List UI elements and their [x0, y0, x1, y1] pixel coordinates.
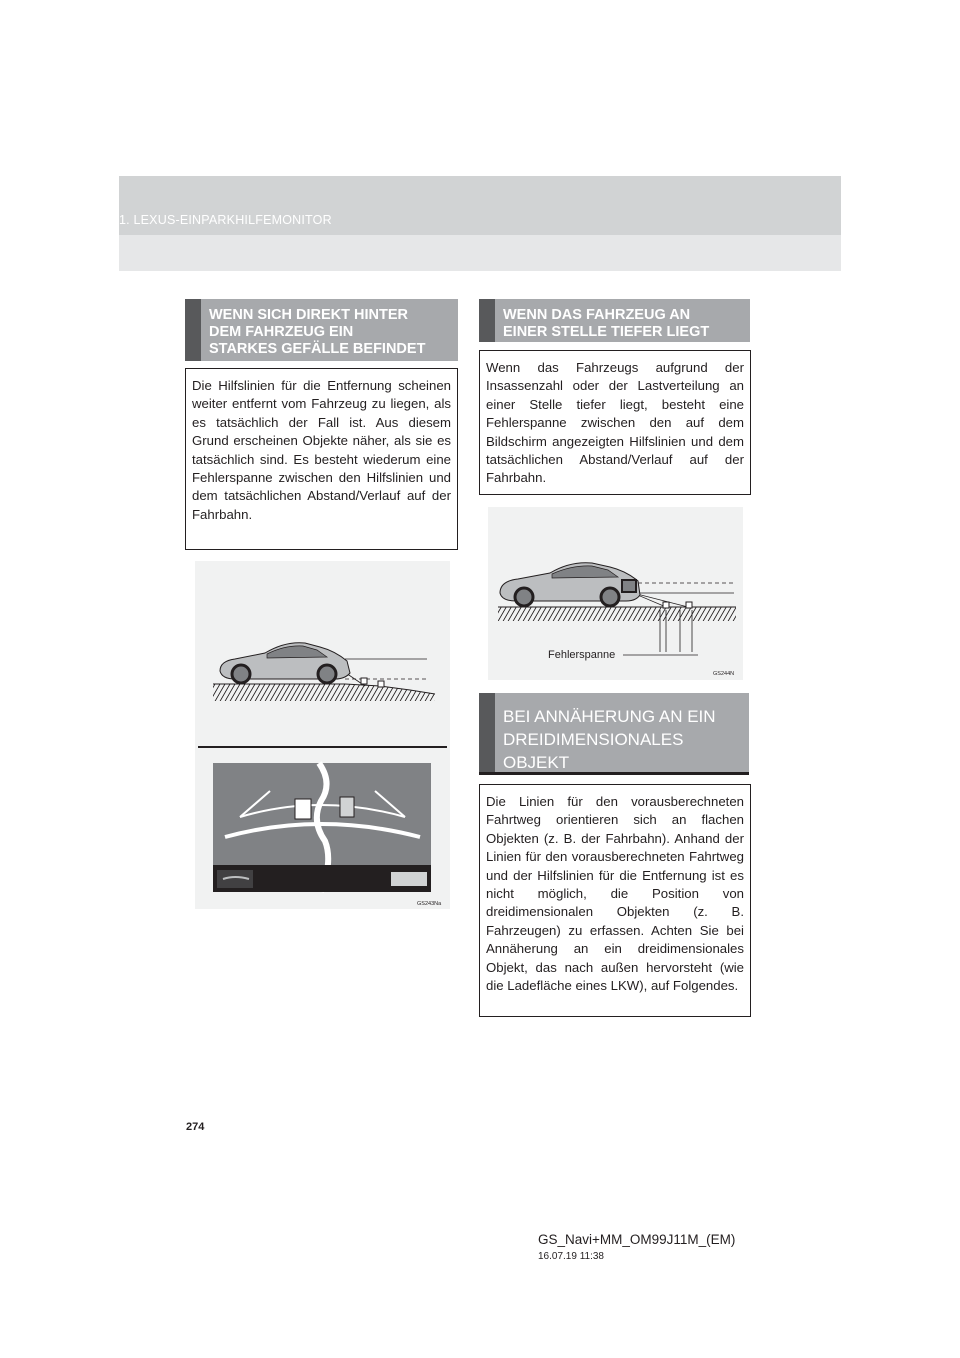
heading-marker — [479, 693, 495, 772]
heading-line: WENN SICH DIREKT HINTER — [209, 307, 408, 323]
heading-line: DEM FAHRZEUG EIN — [209, 324, 354, 340]
heading-line: WENN DAS FAHRZEUG AN — [503, 307, 691, 323]
chapter-title: 1. LEXUS-EINPARKHILFEMONITOR — [119, 213, 332, 227]
heading-line: BEI ANNÄHERUNG AN EIN — [503, 707, 716, 726]
heading-line: EINER STELLE TIEFER LIEGT — [503, 324, 710, 340]
heading-line: STARKES GEFÄLLE BEFINDET — [209, 341, 426, 357]
error-margin-illustration — [488, 507, 743, 680]
figure-code: GS244N — [713, 671, 735, 677]
document-id: GS_Navi+MM_OM99J11M_(EM) — [538, 1232, 736, 1247]
section-heading-vehicle-lower — [479, 299, 750, 342]
document-date: 16.07.19 11:38 — [538, 1251, 604, 1262]
section-rule — [479, 772, 749, 775]
car-shape — [500, 563, 640, 606]
header-band — [119, 176, 841, 271]
text-box-vehicle-lower — [479, 350, 751, 495]
section-heading-3d-object — [479, 693, 749, 772]
body-text: Wenn das Fahrzeugs aufgrund der Insassenzahl oder der Lastverteilung an einer Stelle tiefer liegt, besteht eine Fehlerspanne zwischen den auf dem Bildschirm angezeigten Hilfslinien und dem tatsächlichen Abstand/Verlauf auf der Fahrbahn. — [486, 360, 744, 486]
error-margin-label: Fehlerspanne — [548, 649, 616, 661]
page-number: 274 — [186, 1121, 205, 1133]
body-text: Die Hilfslinien für die Entfernung scheinen weiter entfernt vom Fahrzeug zu liegen, als es tatsächlich der Fall ist. Aus diesem Grund erscheinen Objekte näher, als sie es tatsächlich sind. Es besteht wiederum eine Fehlerspanne zwischen den Hilfslinien und dem tatsächlichen Abstand/Verlauf auf der Fahrbahn. — [192, 378, 451, 522]
ground-hatch — [213, 684, 435, 701]
ground-hatch — [498, 607, 736, 621]
header-bar — [119, 176, 841, 235]
heading-line: DREIDIMENSIONALES — [503, 730, 684, 749]
car-shape — [220, 643, 350, 683]
body-text: Die Linien für den vorausberechneten Fahrtweg orientieren sich an flachen Objekten (z. B. der Fahrbahn). Anhand der Linien für den vorausberechneten Fahrtweg und der Hilfslinien für die Entfernung ist es nicht möglich, die Position von dreidimensionalen Objekten (z. B. Fahrzeugen) zu erfassen. Achten Sie bei Annäherung an ein dreidimensionales Objekt, das nach außen hervorsteht (wie die Ladefläche eines LKW), auf Folgendes. — [486, 794, 744, 994]
heading-line: OBJEKT — [503, 753, 570, 772]
heading-marker — [185, 299, 201, 361]
figure-steep-slope — [195, 561, 450, 909]
figure-error-margin — [488, 507, 743, 680]
steep-slope-illustration — [195, 561, 450, 909]
text-box-steep-slope — [185, 368, 458, 550]
heading-marker — [479, 299, 495, 342]
section-heading-steep-slope — [185, 299, 458, 361]
figure-code: GS243Na — [417, 901, 442, 907]
text-box-3d-object — [479, 784, 751, 1017]
